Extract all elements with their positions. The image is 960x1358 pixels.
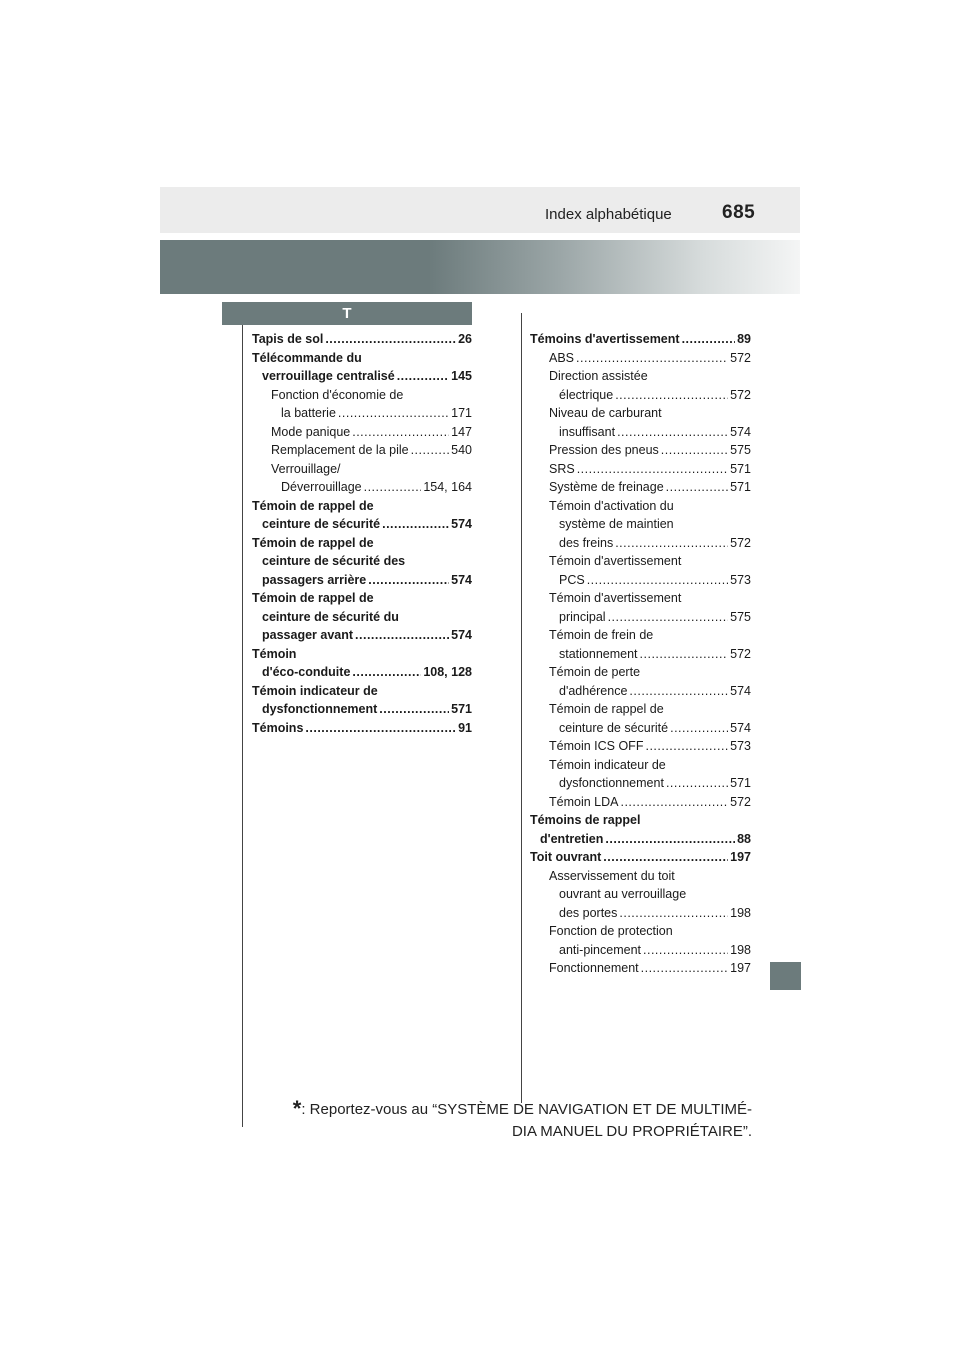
dot-leader [620,793,728,812]
index-entry [530,349,751,368]
index-entry-text: ceinture de sécurité [559,720,669,735]
index-entry-text: Télécommande du [252,350,362,365]
index-entry-page[interactable]: 26 [458,332,472,346]
index-entry-text: passagers arrière [262,572,367,587]
index-entry-page[interactable]: 573 [730,739,751,753]
footnote-star: * [292,1096,302,1121]
index-entry-text: anti-pincement [559,942,641,957]
index-entry-text: verrouillage centralisé [262,369,395,383]
dot-leader [641,959,729,978]
footnote [262,1098,752,1143]
index-entry-text: ABS [549,350,575,365]
page-header-title: Index alphabétique [545,206,672,223]
index-entry-page[interactable]: 91 [458,720,472,735]
index-entry [252,423,472,442]
index-entry [530,497,751,553]
index-entry [530,478,751,497]
index-entry [252,589,472,645]
dot-leader [352,663,421,682]
index-entry-page[interactable]: 198 [730,905,751,920]
index-entry-page[interactable]: 89 [737,332,751,346]
index-entry-text: des freins [559,535,614,550]
page-number: 685 [722,202,756,223]
index-entry [530,793,751,812]
index-entry-page[interactable]: 540 [451,443,472,457]
dot-leader [577,460,728,479]
index-entry-text: Système de freinage [549,480,664,494]
index-entry-text: Témoin de frein de [549,628,654,642]
index-entry-text: d'entretien [540,831,604,846]
index-entry-page[interactable]: 572 [730,387,751,402]
left-column-rule [242,325,243,1127]
index-entry-text: Fonction de protection [549,924,673,938]
index-entry-page[interactable]: 197 [730,850,751,864]
dot-leader [603,848,728,867]
index-entry-text: insuffisant [559,424,616,439]
index-entry [530,959,751,978]
index-entry [530,737,751,756]
index-entry-page[interactable]: 572 [730,646,751,661]
index-entry-page[interactable]: 88 [737,831,751,846]
dot-leader [615,386,728,405]
index-entry-text: dysfonctionnement [559,776,664,790]
index-entry-page[interactable]: 571 [451,702,472,716]
index-entry-text: Témoin LDA [549,794,619,809]
index-entry-page[interactable]: 572 [730,535,751,550]
index-entry-page[interactable]: 147 [451,424,472,439]
index-entry [252,349,472,386]
index-column-right [530,330,751,978]
index-entry-text: Témoin d'avertissement [549,591,682,605]
dot-leader [305,719,456,738]
dot-leader [325,330,456,349]
index-entry-text: Témoins [252,720,304,735]
index-entry [530,552,751,589]
index-entry [530,848,751,867]
index-entry-text: SRS [549,461,575,476]
index-entry [252,460,472,497]
dot-leader [608,608,729,627]
index-entry-text: Asservissement du toit [549,868,675,883]
dot-leader [661,441,728,460]
index-entry-page[interactable]: 154, 164 [423,480,472,494]
index-entry [530,756,751,793]
index-entry [530,867,751,923]
index-entry [530,330,751,349]
index-entry-text: Témoin indicateur de [252,683,378,698]
dot-leader [640,645,729,664]
dot-leader [605,830,735,849]
index-entry [252,330,472,349]
index-entry-text: Fonction d'économie de [271,387,404,402]
index-entry-text: électrique [559,387,614,402]
index-entry-text: Témoin [252,646,297,661]
dot-leader [619,904,728,923]
footnote-line-1: : Reportez-vous au “SYSTÈME DE NAVIGATION ET DE MULTIMÉ- [301,1101,752,1118]
index-entry-text: ouvrant au verrouillage [559,887,687,901]
dot-leader [355,626,449,645]
dot-leader [411,441,450,460]
dot-leader [397,367,449,386]
dot-leader [645,737,728,756]
index-entry-text: Direction assistée [549,369,648,383]
index-entry-text: ceinture de sécurité du [262,609,399,624]
dot-leader [643,941,728,960]
index-entry-text: système de maintien [559,517,674,531]
index-entry-text: Témoins de rappel [530,813,641,827]
header-gradient-band [160,240,800,294]
dot-leader [364,478,422,497]
dot-leader [666,478,728,497]
dot-leader [629,682,728,701]
index-entry [252,534,472,590]
index-entry-page[interactable]: 571 [730,776,751,790]
index-entry-text: Mode panique [271,424,351,439]
index-entry [530,922,751,959]
index-entry-page[interactable]: 197 [730,961,751,975]
index-entry-page[interactable]: 572 [730,350,751,365]
index-entry-text: Témoin de rappel de [252,535,374,550]
index-entry-text: Témoin de rappel de [252,498,374,513]
dot-leader [368,571,449,590]
index-entry [252,386,472,423]
index-entry [530,811,751,848]
index-entry-page[interactable]: 572 [730,794,751,809]
index-entry-text: la batterie [281,406,336,420]
index-entry-text: Pression des pneus [549,443,659,457]
index-entry [530,663,751,700]
dot-leader [576,349,728,368]
index-entry-text: Témoin de rappel de [549,702,664,716]
index-column-left [252,330,472,737]
index-entry-text: Témoin de rappel de [252,591,374,605]
index-entry-text: Niveau de carburant [549,406,662,420]
index-entry [530,626,751,663]
index-entry-page[interactable]: 571 [730,480,751,494]
index-entry-page[interactable]: 571 [730,461,751,476]
dot-leader [379,700,449,719]
footnote-line-2: DIA MANUEL DU PROPRIÉTAIRE”. [511,1123,752,1140]
index-entry [252,719,472,738]
index-entry [530,404,751,441]
index-entry-page[interactable]: 171 [451,406,472,420]
index-entry-page[interactable]: 574 [730,683,751,698]
index-entry-text: Remplacement de la pile [271,443,409,457]
index-entry-text: Toit ouvrant [530,850,602,864]
index-entry-text: d'éco-conduite [262,665,351,679]
dot-leader [670,719,728,738]
index-entry-text: passager avant [262,628,354,642]
index-entry-page[interactable]: 573 [730,572,751,587]
index-entry-text: dysfonctionnement [262,702,378,716]
index-entry [252,682,472,719]
index-entry-page[interactable]: 574 [730,720,751,735]
index-entry-text: ceinture de sécurité des [262,554,406,568]
index-entry-text: Témoin d'avertissement [549,554,682,568]
section-letter-header: T [222,302,472,325]
index-entry-page[interactable]: 575 [730,443,751,457]
index-entry-text: stationnement [559,646,638,661]
index-entry-text: principal [559,609,606,624]
chapter-side-tab [770,962,801,990]
index-entry [530,460,751,479]
index-entry-page[interactable]: 108, 128 [423,665,472,679]
dot-leader [682,330,736,349]
index-entry [530,589,751,626]
index-entry [530,367,751,404]
dot-leader [615,534,728,553]
index-entry-page[interactable]: 575 [730,609,751,624]
index-entry-text: Déverrouillage [281,480,362,494]
index-entry-text: Fonctionnement [549,961,639,975]
dot-leader [666,774,728,793]
index-entry-text: Témoin indicateur de [549,757,666,772]
index-entry [252,645,472,682]
dot-leader [352,423,449,442]
index-entry-text: Verrouillage/ [271,461,341,476]
index-entry-page[interactable]: 574 [451,628,472,642]
index-entry-page[interactable]: 574 [730,424,751,439]
index-entry-text: Témoin de perte [549,665,641,679]
index-entry-text: Témoin d'activation du [549,498,674,513]
dot-leader [382,515,449,534]
index-entry-text: Témoin ICS OFF [549,739,644,753]
index-entry-text: d'adhérence [559,683,628,698]
index-entry [530,441,751,460]
index-entry [252,441,472,460]
index-entry [252,497,472,534]
index-entry-text: Tapis de sol [252,332,324,346]
index-entry-text: PCS [559,572,585,587]
index-entry-text: des portes [559,905,618,920]
index-entry-page[interactable]: 145 [451,369,472,383]
index-entry-page[interactable]: 574 [451,517,472,531]
index-entry-page[interactable]: 198 [730,942,751,957]
index-entry-page[interactable]: 574 [451,572,472,587]
index-entry-text: ceinture de sécurité [262,517,381,531]
dot-leader [338,404,449,423]
middle-column-rule [521,313,522,1103]
index-entry-text: Témoins d'avertissement [530,332,680,346]
page-header-bar [160,187,800,233]
dot-leader [617,423,728,442]
dot-leader [587,571,728,590]
index-entry [530,700,751,737]
